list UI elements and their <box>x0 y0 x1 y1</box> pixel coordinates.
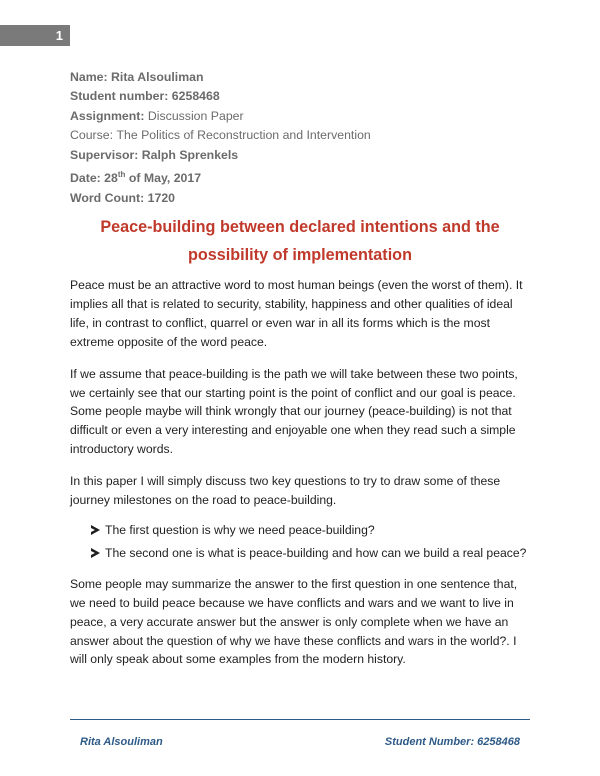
date-line <box>70 165 371 189</box>
footer-author: Rita Alsouliman <box>80 736 163 748</box>
name-line <box>70 68 371 87</box>
student-number-value: 6258468 <box>171 89 220 104</box>
list-item <box>70 521 530 540</box>
date-rest: of May, 2017 <box>128 171 202 186</box>
student-number-label: Student number: <box>70 89 169 104</box>
paragraph: If we assume that peace-building is the path we will take between these two points, we certainly see that our starting point is the point of conflict and our goal is peace. Some people maybe will think wrongly that our journey (peace-building) is not that difficult or even a very interesting and enjoyable one when they read such a simple introductory words. <box>70 366 518 457</box>
question-list <box>70 521 530 563</box>
word-count-value: 1720 <box>147 190 175 205</box>
date-suffix: th <box>117 170 126 180</box>
word-count-line <box>70 189 371 208</box>
supervisor-value: Ralph Sprenkels <box>141 147 239 162</box>
footer-student-number: Student Number: 6258468 <box>384 736 520 748</box>
word-count-label: Word Count: <box>70 190 145 205</box>
supervisor-label: Supervisor: <box>70 147 139 162</box>
name-label: Name: <box>70 70 108 84</box>
author-name: Rita Alsouliman <box>111 70 204 84</box>
list-item-text: The first question is why we need peace-building? <box>105 522 375 537</box>
page-number-badge: 1 <box>0 25 70 46</box>
assignment-label: Assignment: <box>70 108 145 123</box>
paper-title: Peace-building between declared intentions and the possibility of implementation <box>100 218 500 264</box>
course-line <box>70 126 371 145</box>
arrow-bullet-icon <box>91 525 100 535</box>
paragraph: In this paper I will simply discuss two key questions to try to draw some of these journey milestones on the road to peace-building. <box>70 474 501 508</box>
supervisor-line <box>70 146 371 165</box>
paragraph: Some people may summarize the answer to the first question in one sentence that, we need to build peace because we have conflicts and wars and we want to live in peace, a very accurate answer but the answer is only complete when we have an answer about the question of why we have these conflicts and wars in the world?. I will only speak about some examples from the modern history. <box>70 576 518 667</box>
paper-body <box>70 276 530 682</box>
list-item <box>70 544 530 563</box>
assignment-line <box>70 107 371 126</box>
footer-divider <box>70 719 530 720</box>
assignment-value: Discussion Paper <box>147 108 244 123</box>
document-header <box>70 68 371 208</box>
course-label: Course: <box>70 128 114 143</box>
paragraph: Peace must be an attractive word to most human beings (even the worst of them). It implies all that is related to security, stability, happiness and other qualities of ideal life, in contrast to conflict, quarrel or even war in all its forms which is the most extreme opposite of the word peace. <box>70 278 523 349</box>
date-label: Date: <box>70 171 101 186</box>
course-value: The Politics of Reconstruction and Intervention <box>116 128 371 143</box>
arrow-bullet-icon <box>91 548 100 558</box>
date-day: 28 <box>104 171 118 186</box>
list-item-text: The second one is what is peace-building and how can we build a real peace? <box>105 545 527 560</box>
student-number-line <box>70 87 371 106</box>
